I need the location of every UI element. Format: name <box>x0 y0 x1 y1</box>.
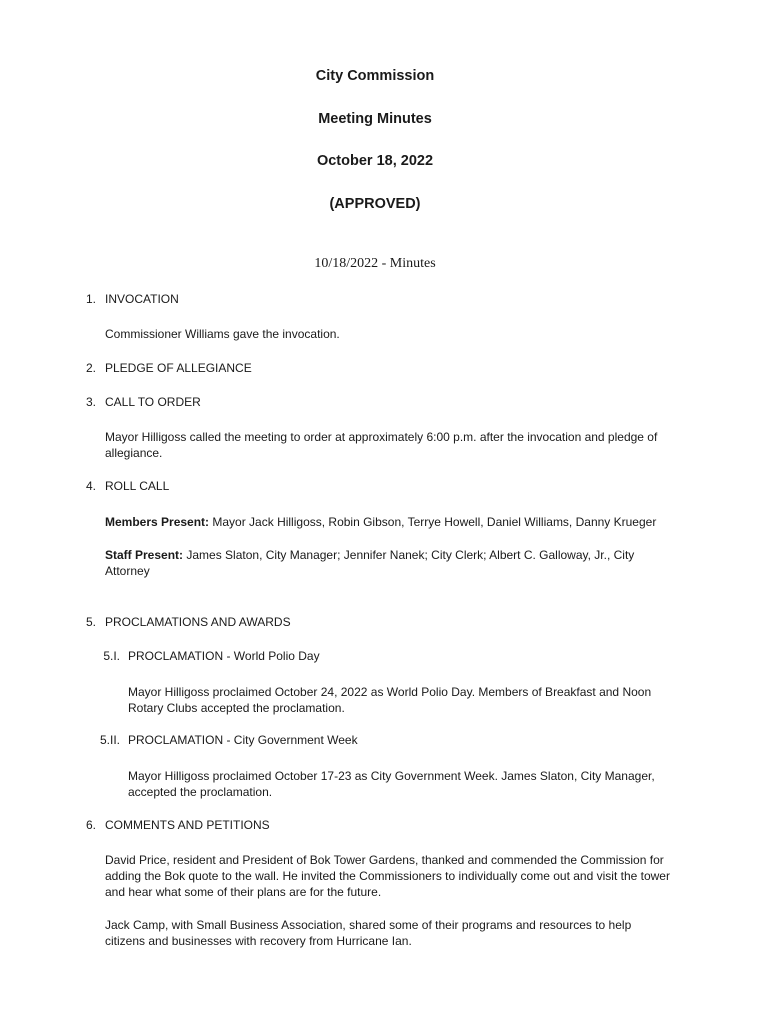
approval-status: (APPROVED) <box>329 196 421 212</box>
comment-david-price: David Price, resident and President of Bok Tower Gardens, thanked and commended the Commission for adding the Bok quote to the wall. He invited the Commissioners to individually come out and visit the tower and hear what some of their plans are for the future. <box>105 853 670 899</box>
item-label: PROCLAMATIONS AND AWARDS <box>105 615 291 629</box>
sub-item-text: Mayor Hilligoss proclaimed October 17-23 as City Government Week. James Slaton, City Manager, accepted the proclamation. <box>128 769 655 799</box>
item-label: ROLL CALL <box>105 479 170 493</box>
item-label: CALL TO ORDER <box>105 395 201 409</box>
staff-present-label: Staff Present: <box>105 548 184 562</box>
item-number: 1. <box>85 292 96 306</box>
sub-item-number: 5.I. <box>103 649 120 663</box>
comment-jack-camp: Jack Camp, with Small Business Association, shared some of their programs and resources to help citizens and businesses with recovery from Hurricane Ian. <box>105 918 632 948</box>
sub-item-number: 5.II. <box>99 733 120 747</box>
sub-item-label: PROCLAMATION - World Polio Day <box>128 649 320 663</box>
item-number: 5. <box>85 615 96 629</box>
item-number: 3. <box>85 395 96 409</box>
item-label: PLEDGE OF ALLEGIANCE <box>105 361 252 375</box>
sub-item-label: PROCLAMATION - City Government Week <box>128 733 358 747</box>
meeting-date: October 18, 2022 <box>316 153 434 169</box>
item-label: INVOCATION <box>105 292 179 306</box>
document-subtitle: 10/18/2022 - Minutes <box>314 256 436 271</box>
item-number: 6. <box>85 818 96 832</box>
item-text: Commissioner Williams gave the invocation. <box>105 327 340 341</box>
staff-present <box>105 547 670 579</box>
members-present-label: Members Present: <box>105 515 210 529</box>
staff-present-text: James Slaton, City Manager; Jennifer Nanek; City Clerk; Albert C. Galloway, Jr., City Attorney <box>105 548 635 578</box>
sub-item-text: Mayor Hilligoss proclaimed October 24, 2022 as World Polio Day. Members of Breakfast and Noon Rotary Clubs accepted the proclamation. <box>128 685 652 715</box>
document-title: City Commission <box>315 68 435 84</box>
item-number: 2. <box>85 361 96 375</box>
item-text: Mayor Hilligoss called the meeting to order at approximately 6:00 p.m. after the invocation and pledge of allegiance. <box>105 430 658 460</box>
members-present <box>105 514 705 530</box>
item-label: COMMENTS AND PETITIONS <box>105 818 270 832</box>
members-present-text: Mayor Jack Hilligoss, Robin Gibson, Terrye Howell, Daniel Williams, Danny Krueger <box>209 515 657 529</box>
document-heading: Meeting Minutes <box>318 111 432 127</box>
item-number: 4. <box>85 479 96 493</box>
